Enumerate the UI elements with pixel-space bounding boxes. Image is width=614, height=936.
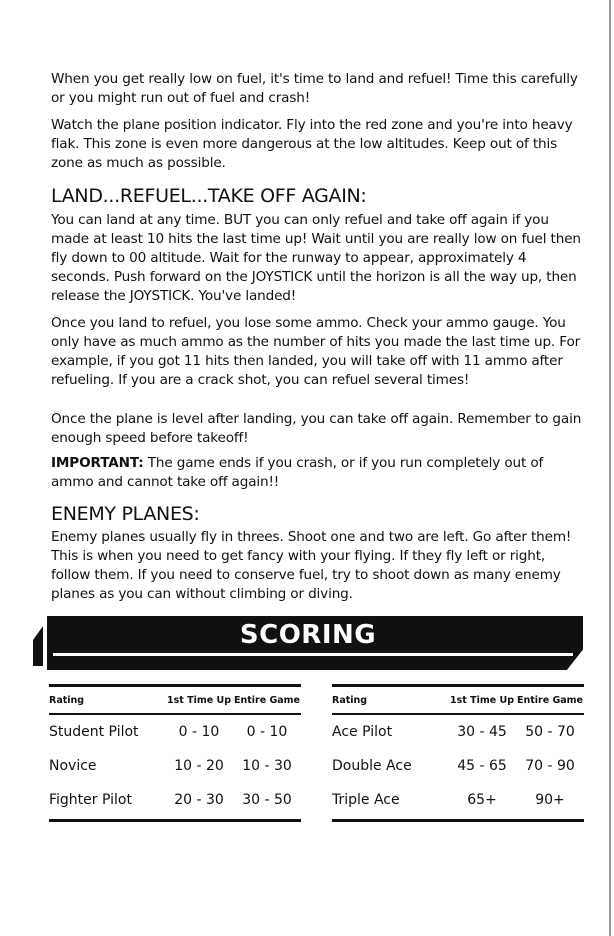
paragraph-land-instructions: You can land at any time. BUT you can only refuel and take off again if you made at least 10 hits the last time up! Wait until you are really low on fuel then fly down to 00 altitude. Wait for the runway to appear, approximately 4 seconds. Push forward on the JOYSTICK until the horizon is all the way up, then release the JOYSTICK. You've landed! [51, 212, 581, 304]
scoring-banner [33, 616, 583, 670]
table-row [332, 715, 584, 749]
paragraph-enemy-planes: Enemy planes usually fly in threes. Shoot one and two are left. Go after them! This is when you need to get fancy with your flying. If they fly left or right, follow them. If you need to conserve fuel, try to shoot down as many enemy planes as you can without climbing or diving. [51, 529, 572, 602]
first-time-cell: 20 - 30 [174, 792, 224, 808]
entire-game-cell: 10 - 30 [242, 758, 292, 774]
paragraph-takeoff: Once the plane is level after landing, you can take off again. Remember to gain enough speed before takeoff! [51, 411, 582, 446]
paragraph-landing-intro: When you get really low on fuel, it's time to land and refuel! Time this carefully or you might run out of fuel and crash! [51, 71, 578, 106]
header-first-time-up: 1st Time Up [449, 694, 514, 706]
rating-cell: Novice [49, 758, 97, 774]
heading-enemy-planes: ENEMY PLANES: [51, 503, 200, 525]
rating-cell: Student Pilot [49, 724, 139, 740]
header-entire-game: Entire Game [233, 694, 301, 706]
scoring-table-right [332, 684, 584, 822]
header-rating: Rating [332, 694, 368, 706]
entire-game-cell: 50 - 70 [525, 724, 575, 740]
scoring-title: SCORING [239, 620, 377, 650]
table-rule [49, 819, 301, 822]
first-time-cell: 65+ [467, 792, 497, 808]
table-row [49, 783, 301, 817]
table-row [49, 715, 301, 749]
table-row [49, 749, 301, 783]
important-label: IMPORTANT: [51, 455, 144, 471]
first-time-cell: 0 - 10 [178, 724, 220, 740]
table-row [332, 749, 584, 783]
table-row [332, 783, 584, 817]
rating-cell: Double Ace [332, 758, 412, 774]
header-entire-game: Entire Game [516, 694, 584, 706]
header-first-time-up: 1st Time Up [166, 694, 231, 706]
paragraph-ammo: Once you land to refuel, you lose some ammo. Check your ammo gauge. You only have as much ammo as the number of hits you made the last time up. For example, if you got 11 hits then landed, you will take off with 11 ammo after refueling. If you are a crack shot, you can refuel several times! [51, 315, 581, 388]
scoring-table-left [49, 684, 301, 822]
banner-stripe [53, 653, 573, 656]
first-time-cell: 45 - 65 [457, 758, 507, 774]
page-edge [609, 0, 611, 936]
table-header [332, 687, 584, 713]
entire-game-cell: 0 - 10 [246, 724, 288, 740]
table-header [49, 687, 301, 713]
entire-game-cell: 70 - 90 [525, 758, 575, 774]
paragraph-position-indicator: Watch the plane position indicator. Fly into the red zone and you're into heavy flak. This zone is even more dangerous at the low altitudes. Keep out of this zone as much as possible. [51, 117, 573, 171]
first-time-cell: 30 - 45 [457, 724, 507, 740]
heading-land-refuel: LAND...REFUEL...TAKE OFF AGAIN: [51, 185, 367, 207]
rating-cell: Ace Pilot [332, 724, 393, 740]
entire-game-cell: 30 - 50 [242, 792, 292, 808]
important-text: The game ends if you crash, or if you run completely out of ammo and cannot take off again!! [51, 455, 544, 490]
entire-game-cell: 90+ [535, 792, 565, 808]
header-rating: Rating [49, 694, 85, 706]
rating-cell: Triple Ace [332, 792, 400, 808]
first-time-cell: 10 - 20 [174, 758, 224, 774]
table-rule [332, 819, 584, 822]
paragraph-important [51, 454, 586, 492]
rating-cell: Fighter Pilot [49, 792, 132, 808]
